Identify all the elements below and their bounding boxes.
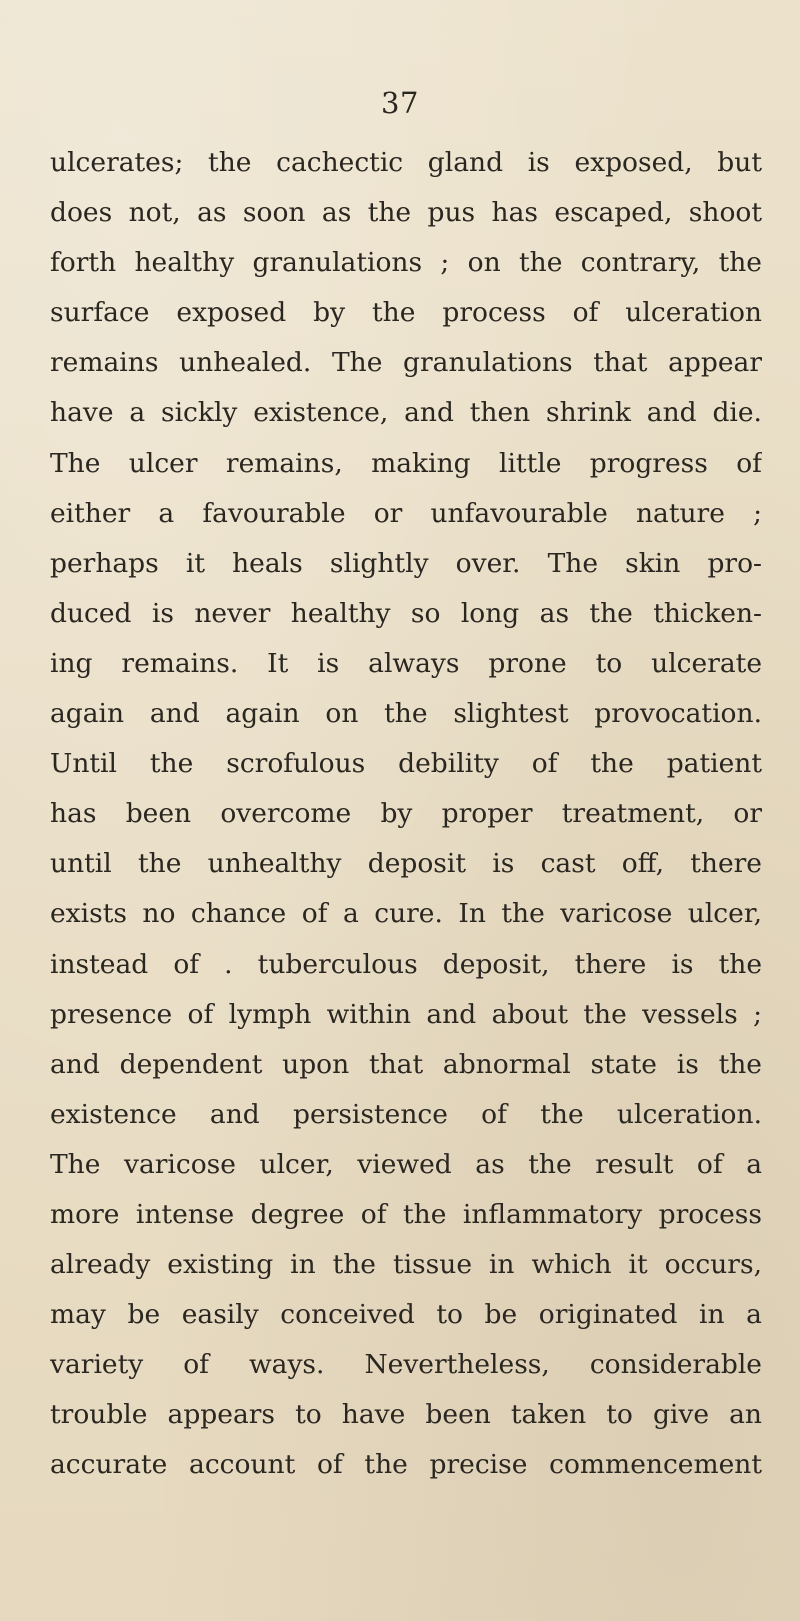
- text-line: accurate account of the precise commencement: [50, 1449, 762, 1481]
- page-number: 37: [381, 86, 419, 120]
- text-line: and dependent upon that abnormal state is the: [50, 1048, 762, 1080]
- text-line: remains unhealed. The granulations that appear: [50, 347, 762, 379]
- body-text: [50, 138, 762, 1491]
- text-line: trouble appears to have been taken to give an: [50, 1399, 762, 1431]
- text-line: more intense degree of the inflammatory process: [50, 1198, 762, 1230]
- text-line: exists no chance of a cure. In the varicose ulcer,: [50, 898, 762, 930]
- text-line: The ulcer remains, making little progress of: [50, 447, 762, 479]
- text-line: until the unhealthy deposit is cast off, there: [50, 848, 762, 880]
- text-line: either a favourable or unfavourable nature ;: [50, 497, 762, 529]
- text-line: Until the scrofulous debility of the patient: [50, 748, 762, 780]
- text-line: duced is never healthy so long as the thicken-: [50, 597, 762, 629]
- text-line: again and again on the slightest provocation.: [50, 698, 762, 730]
- text-line: forth healthy granulations ; on the contrary, the: [50, 247, 762, 279]
- text-line: instead of . tuberculous deposit, there is the: [50, 948, 762, 980]
- text-line: has been overcome by proper treatment, or: [50, 798, 762, 830]
- text-line: ing remains. It is always prone to ulcerate: [50, 647, 762, 679]
- text-line: surface exposed by the process of ulceration: [50, 297, 762, 329]
- text-line: already existing in the tissue in which it occurs,: [50, 1249, 762, 1281]
- text-line: does not, as soon as the pus has escaped, shoot: [50, 197, 762, 229]
- text-line: perhaps it heals slightly over. The skin pro-: [50, 547, 762, 579]
- text-line: presence of lymph within and about the vessels ;: [50, 998, 762, 1030]
- text-line: ulcerates; the cachectic gland is exposed, but: [50, 147, 762, 178]
- text-line: variety of ways. Nevertheless, considerable: [50, 1349, 762, 1381]
- text-line: may be easily conceived to be originated in a: [50, 1299, 762, 1331]
- text-line: The varicose ulcer, viewed as the result of a: [50, 1148, 762, 1180]
- text-line: have a sickly existence, and then shrink and die.: [50, 397, 762, 429]
- text-line: existence and persistence of the ulceration.: [50, 1098, 762, 1130]
